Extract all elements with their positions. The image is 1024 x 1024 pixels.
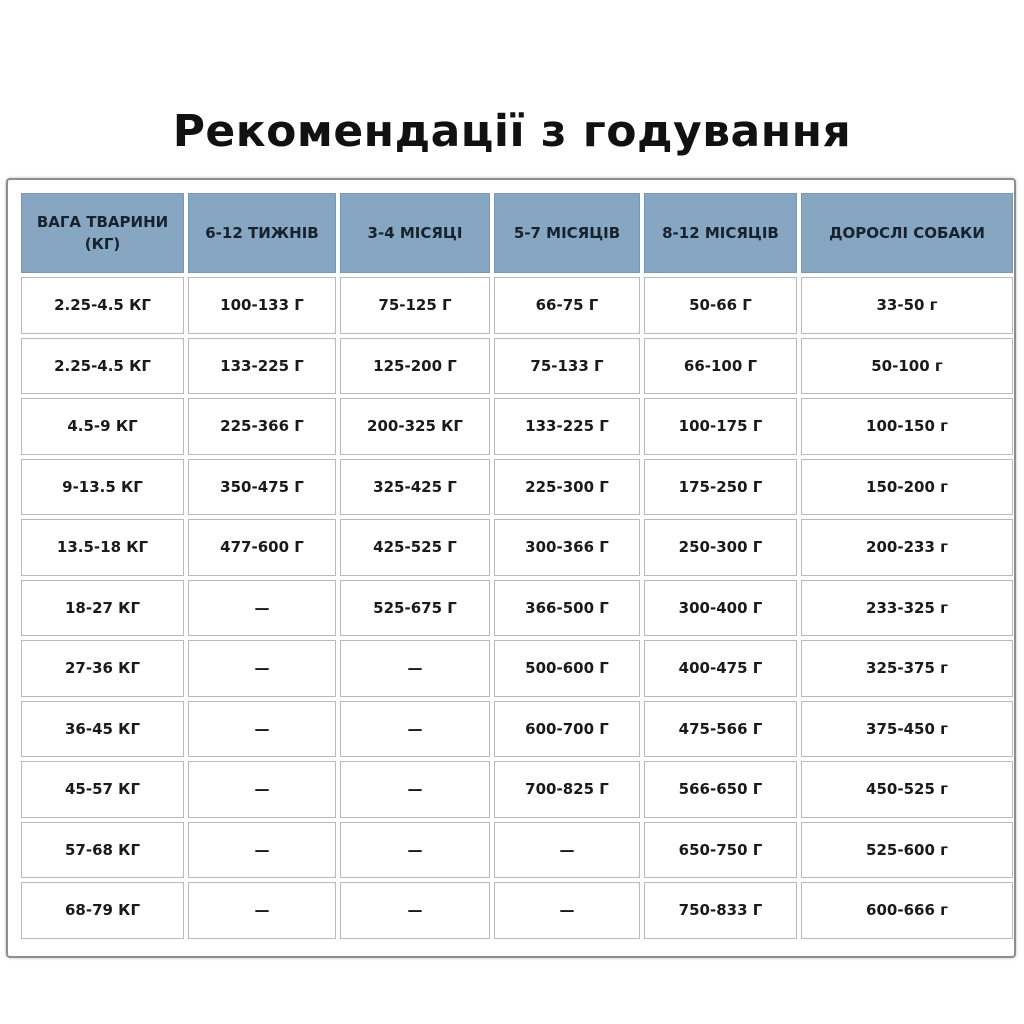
weight-cell: 57-68 КГ (21, 822, 184, 879)
cell-8-12-months: 750-833 Г (644, 882, 797, 939)
cell-8-12-months: 650-750 Г (644, 822, 797, 879)
weight-cell: 27-36 КГ (21, 640, 184, 697)
cell-3-4-months: 525-675 Г (340, 580, 490, 637)
cell-6-12-weeks: — (188, 822, 336, 879)
cell-8-12-months: 475-566 Г (644, 701, 797, 758)
weight-cell: 2.25-4.5 КГ (21, 277, 184, 334)
cell-adult-dogs: 50-100 г (801, 338, 1013, 395)
weight-cell: 18-27 КГ (21, 580, 184, 637)
cell-adult-dogs: 233-325 г (801, 580, 1013, 637)
cell-8-12-months: 300-400 Г (644, 580, 797, 637)
table-body (21, 277, 1013, 939)
table-row (21, 761, 1013, 818)
table-row (21, 338, 1013, 395)
weight-cell: 9-13.5 КГ (21, 459, 184, 516)
cell-5-7-months: — (494, 822, 640, 879)
cell-6-12-weeks: 350-475 Г (188, 459, 336, 516)
page-title: Рекомендації з годування (172, 106, 852, 157)
cell-3-4-months: 200-325 КГ (340, 398, 490, 455)
table-header-row (21, 193, 1013, 273)
cell-8-12-months: 250-300 Г (644, 519, 797, 576)
header-weight: ВАГА ТВАРИНИ (КГ) (21, 193, 184, 273)
weight-cell: 68-79 КГ (21, 882, 184, 939)
cell-6-12-weeks: — (188, 701, 336, 758)
feeding-table-frame (6, 178, 1016, 958)
cell-8-12-months: 50-66 Г (644, 277, 797, 334)
cell-5-7-months: 600-700 Г (494, 701, 640, 758)
cell-3-4-months: — (340, 701, 490, 758)
cell-5-7-months: 700-825 Г (494, 761, 640, 818)
table-row (21, 398, 1013, 455)
cell-3-4-months: — (340, 822, 490, 879)
cell-adult-dogs: 375-450 г (801, 701, 1013, 758)
cell-3-4-months: 425-525 Г (340, 519, 490, 576)
cell-3-4-months: — (340, 882, 490, 939)
cell-3-4-months: 325-425 Г (340, 459, 490, 516)
table-row (21, 459, 1013, 516)
cell-6-12-weeks: — (188, 882, 336, 939)
cell-adult-dogs: 33-50 г (801, 277, 1013, 334)
table-row (21, 277, 1013, 334)
cell-5-7-months: 366-500 Г (494, 580, 640, 637)
table-row (21, 822, 1013, 879)
cell-6-12-weeks: 133-225 Г (188, 338, 336, 395)
cell-adult-dogs: 325-375 г (801, 640, 1013, 697)
header-3-4-months: 3-4 МІСЯЦІ (340, 193, 490, 273)
cell-5-7-months: 500-600 Г (494, 640, 640, 697)
table-row (21, 882, 1013, 939)
cell-8-12-months: 66-100 Г (644, 338, 797, 395)
cell-adult-dogs: 525-600 г (801, 822, 1013, 879)
cell-6-12-weeks: — (188, 761, 336, 818)
table-row (21, 701, 1013, 758)
header-8-12-months: 8-12 МІСЯЦІВ (644, 193, 797, 273)
cell-adult-dogs: 450-525 г (801, 761, 1013, 818)
cell-5-7-months: — (494, 882, 640, 939)
cell-5-7-months: 225-300 Г (494, 459, 640, 516)
cell-6-12-weeks: 100-133 Г (188, 277, 336, 334)
cell-8-12-months: 100-175 Г (644, 398, 797, 455)
weight-cell: 13.5-18 КГ (21, 519, 184, 576)
cell-5-7-months: 75-133 Г (494, 338, 640, 395)
cell-6-12-weeks: 225-366 Г (188, 398, 336, 455)
cell-adult-dogs: 150-200 г (801, 459, 1013, 516)
cell-adult-dogs: 600-666 г (801, 882, 1013, 939)
cell-8-12-months: 566-650 Г (644, 761, 797, 818)
feeding-table (17, 189, 1017, 943)
cell-5-7-months: 300-366 Г (494, 519, 640, 576)
cell-3-4-months: — (340, 761, 490, 818)
weight-cell: 4.5-9 КГ (21, 398, 184, 455)
header-6-12-weeks: 6-12 ТИЖНІВ (188, 193, 336, 273)
header-5-7-months: 5-7 МІСЯЦІВ (494, 193, 640, 273)
cell-adult-dogs: 100-150 г (801, 398, 1013, 455)
cell-adult-dogs: 200-233 г (801, 519, 1013, 576)
table-row (21, 519, 1013, 576)
cell-5-7-months: 66-75 Г (494, 277, 640, 334)
header-adult-dogs: ДОРОСЛІ СОБАКИ (801, 193, 1013, 273)
cell-6-12-weeks: 477-600 Г (188, 519, 336, 576)
cell-3-4-months: 75-125 Г (340, 277, 490, 334)
cell-8-12-months: 175-250 Г (644, 459, 797, 516)
cell-6-12-weeks: — (188, 580, 336, 637)
cell-5-7-months: 133-225 Г (494, 398, 640, 455)
cell-3-4-months: 125-200 Г (340, 338, 490, 395)
cell-6-12-weeks: — (188, 640, 336, 697)
table-row (21, 580, 1013, 637)
weight-cell: 45-57 КГ (21, 761, 184, 818)
cell-3-4-months: — (340, 640, 490, 697)
cell-8-12-months: 400-475 Г (644, 640, 797, 697)
table-row (21, 640, 1013, 697)
weight-cell: 36-45 КГ (21, 701, 184, 758)
weight-cell: 2.25-4.5 КГ (21, 338, 184, 395)
